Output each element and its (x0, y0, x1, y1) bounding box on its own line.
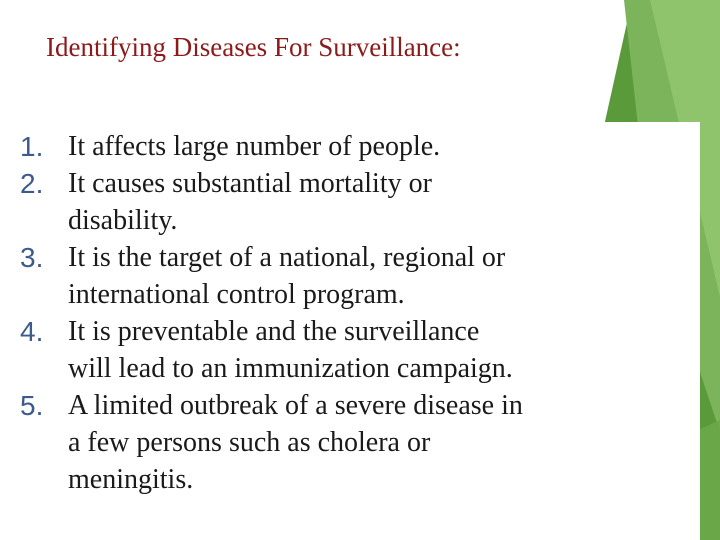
list-item (20, 239, 680, 313)
list-item-text: a few persons such as cholera or (68, 427, 431, 458)
list-item-text: international control program. (68, 279, 405, 310)
list-number: 2. (20, 168, 44, 199)
list-number: 5. (20, 390, 44, 421)
list-item-text: It is preventable and the surveillance (68, 316, 480, 347)
slide-title: Identifying Diseases For Surveillance: (46, 32, 461, 62)
list-number: 3. (20, 242, 44, 273)
list-item-text: It causes substantial mortality or (68, 168, 432, 199)
list-item (20, 387, 680, 498)
list-item-text: It is the target of a national, regional or (68, 242, 506, 273)
list-item (20, 128, 680, 165)
list-item (20, 313, 680, 387)
list-number: 4. (20, 316, 44, 347)
list-item-text: will lead to an immunization campaign. (68, 353, 513, 384)
list-item-text: A limited outbreak of a severe disease in (68, 390, 523, 421)
criteria-list (20, 128, 680, 498)
list-number: 1. (20, 131, 44, 162)
list-item-text: It affects large number of people. (68, 131, 441, 162)
list-item-text: meningitis. (68, 464, 194, 495)
list-item (20, 165, 680, 239)
list-item-text: disability. (68, 205, 178, 236)
